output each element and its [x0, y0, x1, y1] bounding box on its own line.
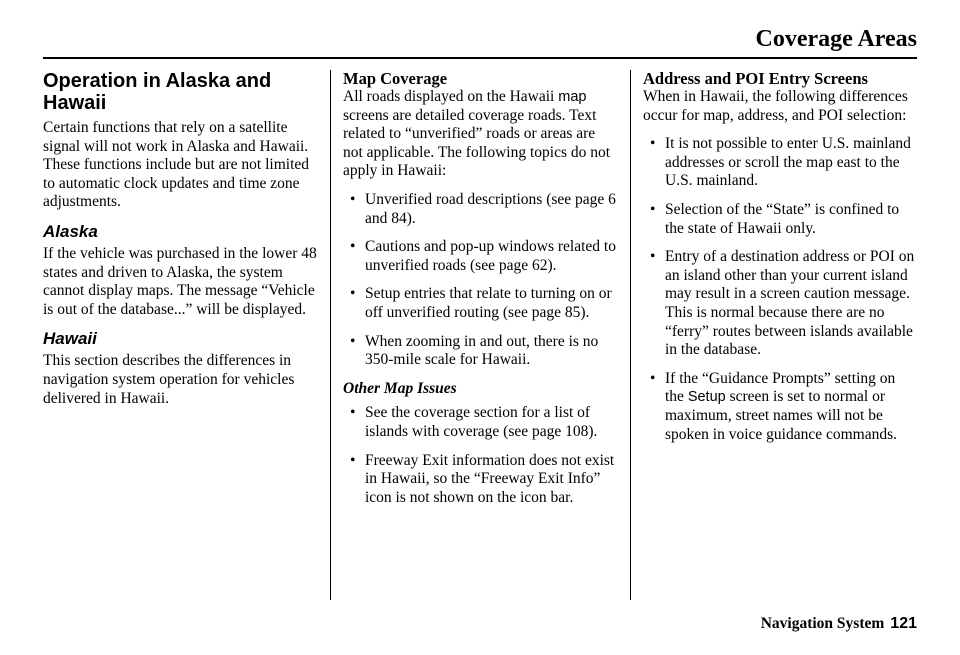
alaska-paragraph: If the vehicle was purchased in the lower 48 states and driven to Alaska, the system cannot display maps. The message “Vehicle is out of the database...” will be displayed. [43, 244, 317, 318]
page-header-title: Coverage Areas [755, 26, 917, 52]
list-item [343, 285, 618, 322]
bullet-icon: • [350, 285, 356, 303]
address-poi-bullet-list [643, 135, 918, 444]
page-number: 121 [890, 615, 917, 632]
list-item-text: Setup entries that relate to turning on or off unverified routing (see page 85). [365, 285, 612, 321]
subheading-hawaii: Hawaii [43, 329, 97, 349]
column-address-poi [643, 70, 918, 454]
page-footer [761, 614, 917, 634]
list-item [343, 191, 618, 228]
map-coverage-intro [343, 88, 618, 181]
bullet-icon: • [350, 190, 356, 208]
bullet-icon: • [350, 332, 356, 350]
bullet-icon: • [650, 135, 656, 153]
list-item [343, 452, 618, 508]
subheading-alaska: Alaska [43, 221, 98, 241]
other-issues-bullet-list [343, 404, 618, 507]
list-item-text: It is not possible to enter U.S. mainland addresses or scroll the map east to the U.S. mainland. [665, 135, 911, 190]
list-item-text: Freeway Exit information does not exist in Hawaii, so the “Freeway Exit Info” icon is not shown on the icon bar. [365, 451, 615, 506]
list-item-text: Selection of the “State” is confined to the state of Hawaii only. [665, 200, 900, 237]
section-heading-map-coverage: Map Coverage [343, 69, 448, 88]
list-item [343, 333, 618, 370]
text-after: screen is set to normal or maximum, street names will not be spoken in voice guidance commands. [665, 388, 898, 443]
map-screen-button-label: map [558, 89, 587, 105]
bullet-icon: • [650, 369, 656, 387]
section-heading-operation: Operation in Alaska and Hawaii [43, 70, 272, 114]
list-item [643, 248, 918, 360]
list-item [343, 404, 618, 441]
footer-title: Navigation System [760, 615, 885, 632]
column-divider-1 [330, 70, 331, 600]
hawaii-paragraph: This section describes the differences in navigation system operation for vehicles delivered in Hawaii. [43, 352, 295, 407]
header-rule [43, 57, 917, 59]
list-item [643, 135, 918, 191]
intro-paragraph: Certain functions that rely on a satellite signal will not work in Alaska and Hawaii. These functions include but are not limited to automatic clock updates and time zone adjustments. [43, 119, 310, 211]
list-item-text [665, 370, 897, 443]
subheading-other-map-issues: Other Map Issues [343, 379, 457, 397]
column-divider-2 [630, 70, 631, 600]
list-item-text: Unverified road descriptions (see page 6 and 84). [365, 190, 616, 227]
section-heading-address-poi: Address and POI Entry Screens [643, 69, 868, 88]
intro-text-after: screens are detailed coverage roads. Text related to “unverified” roads or areas are not applicable. The following topics do not apply in Hawaii: [343, 106, 611, 180]
address-poi-intro: When in Hawaii, the following differences occur for map, address, and POI selection: [643, 88, 908, 124]
list-item-text: When zooming in and out, there is no 350-mile scale for Hawaii. [365, 332, 599, 369]
list-item-text: See the coverage section for a list of islands with coverage (see page 108). [365, 404, 598, 440]
list-item [643, 201, 918, 238]
map-coverage-bullet-list [343, 191, 618, 370]
text-before: If the “Guidance Prompts” setting on the [665, 369, 896, 406]
bullet-icon: • [650, 248, 656, 266]
list-item [643, 370, 918, 444]
bullet-icon: • [350, 404, 356, 422]
bullet-icon: • [650, 200, 656, 218]
list-item [343, 238, 618, 275]
column-map-coverage [343, 70, 618, 517]
bullet-icon: • [350, 451, 356, 469]
intro-text-before: All roads displayed on the Hawaii [343, 88, 559, 105]
bullet-icon: • [350, 238, 356, 256]
column-alaska-hawaii [43, 70, 319, 418]
list-item-text: Entry of a destination address or POI on an island other than your current island may result in a screen caution message. This is normal because there are no “ferry” routes between islands available in the database. [665, 248, 915, 359]
setup-screen-button-label: Setup [687, 389, 726, 406]
list-item-text: Cautions and pop-up windows related to unverified roads (see page 62). [365, 238, 616, 274]
